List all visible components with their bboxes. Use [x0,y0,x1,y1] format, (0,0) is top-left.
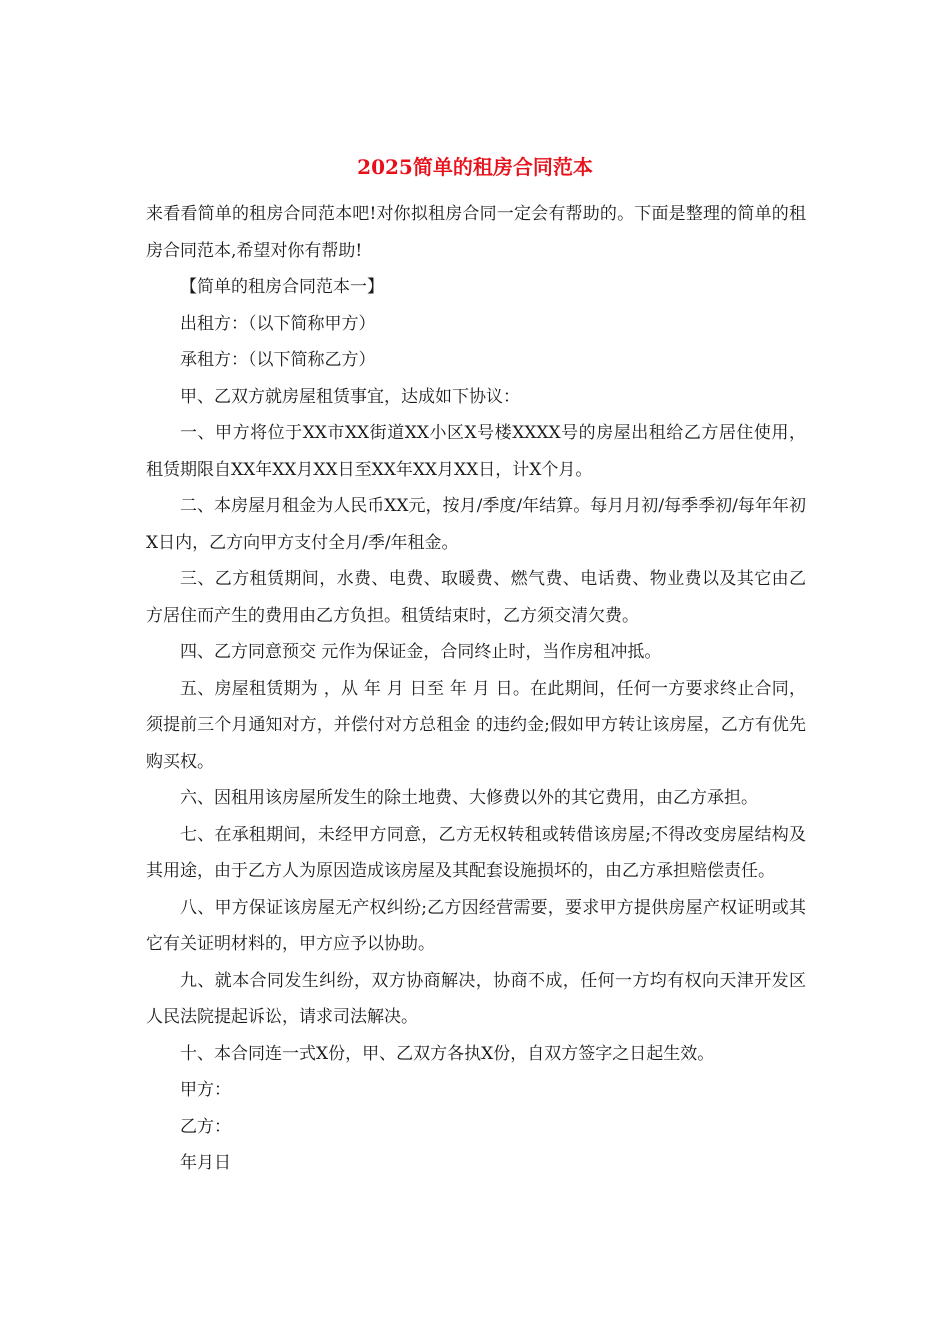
lessee-line: 承租方：（以下简称乙方） [180,350,376,370]
clause-4: 四、乙方同意预交 元作为保证金，合同终止时，当作房租冲抵。 [180,642,662,662]
clause-1: 一、甲方将位于XX市XX街道XX小区X号楼XXXX号的房屋出租给乙方居住使用，租赁期限自XX年XX月XX日至XX年XX月XX日，计X个月。 [146,423,806,480]
clause-7: 七、在承租期间，未经甲方同意，乙方无权转租或转借该房屋;不得改变房屋结构及其用途，由于乙方人为原因造成该房屋及其配套设施损坏的，由乙方承担赔偿责任。 [146,824,806,881]
page-title: 2025简单的租房合同范本 [357,155,593,179]
clause-6: 六、因租用该房屋所发生的除土地费、大修费以外的其它费用，由乙方承担。 [180,788,758,808]
clause-10: 十、本合同连一式X份，甲、乙双方各执X份，自双方签字之日起生效。 [180,1043,715,1064]
agreement-preamble: 甲、乙双方就房屋租赁事宜，达成如下协议： [180,386,520,407]
signing-date: 年月日 [180,1153,231,1173]
intro-paragraph: 来看看简单的租房合同范本吧!对你拟租房合同一定会有帮助的。下面是整理的简单的租房合同范本,希望对你有帮助! [146,204,806,261]
clause-2: 二、本房屋月租金为人民币XX元，按月/季度/年结算。每月月初/每季季初/每年年初X日内，乙方向甲方支付全月/季/年租金。 [146,496,806,553]
section-heading: 【简单的租房合同范本一】 [180,277,384,297]
clause-5: 五、房屋租赁期为 ，从 年 月 日至 年 月 日。在此期间，任何一方要求终止合同，须提前三个月通知对方，并偿付对方总租金 的违约金;假如甲方转让该房屋，乙方有优先购买权。 [146,678,806,772]
lessor-line: 出租方：（以下简称甲方） [180,313,376,334]
document-body [146,196,806,1182]
party-a-signature: 甲方： [180,1080,231,1100]
clause-8: 八、甲方保证该房屋无产权纠纷;乙方因经营需要，要求甲方提供房屋产权证明或其它有关证明材料的，甲方应予以协助。 [146,897,806,954]
party-b-signature: 乙方： [180,1116,231,1137]
clause-3: 三、乙方租赁期间，水费、电费、取暖费、燃气费、电话费、物业费以及其它由乙方居住而产生的费用由乙方负担。租赁结束时，乙方须交清欠费。 [146,569,806,626]
clause-9: 九、就本合同发生纠纷，双方协商解决，协商不成，任何一方均有权向天津开发区人民法院提起诉讼，请求司法解决。 [146,970,806,1027]
